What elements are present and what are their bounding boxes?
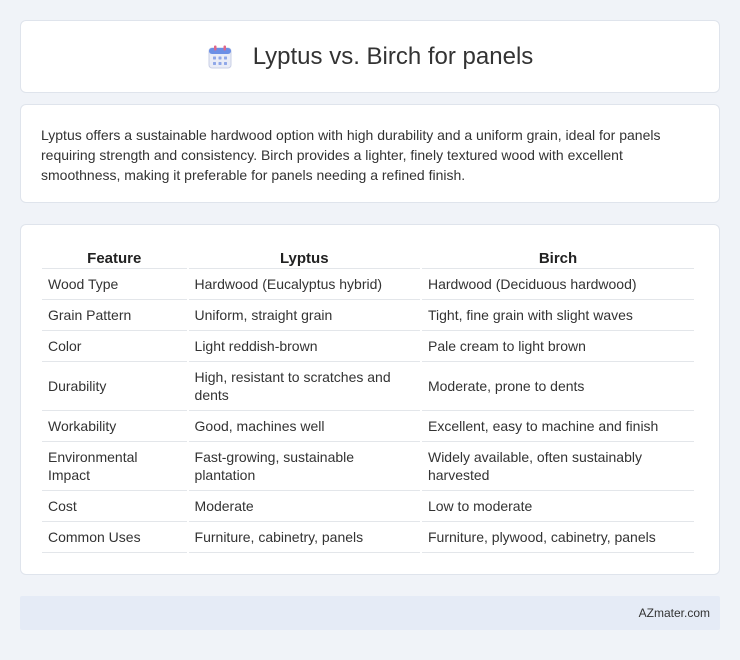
footer-site-name: AZmater.com (638, 606, 710, 620)
calendar-icon (207, 44, 233, 70)
row-birch: Widely available, often sustainably harvested (422, 442, 694, 491)
row-birch: Furniture, plywood, cabinetry, panels (422, 522, 694, 553)
table-row (42, 300, 694, 331)
row-lyptus: Hardwood (Eucalyptus hybrid) (189, 269, 420, 300)
row-lyptus: Good, machines well (189, 411, 420, 442)
table-row (42, 331, 694, 362)
row-lyptus: Light reddish-brown (189, 331, 420, 362)
row-feature: Environmental Impact (42, 442, 187, 491)
table-header-row (42, 245, 694, 269)
table-row (42, 411, 694, 442)
row-birch: Excellent, easy to machine and finish (422, 411, 694, 442)
row-birch: Hardwood (Deciduous hardwood) (422, 269, 694, 300)
summary-text: Lyptus offers a sustainable hardwood option with high durability and a uniform grain, ideal for panels requiring strength and consistency. Birch provides a lighter, finely textured wood with excellent smoothness, making it preferable for panels needing a refined finish. (41, 127, 661, 183)
row-feature: Color (42, 331, 187, 362)
row-birch: Pale cream to light brown (422, 331, 694, 362)
header-lyptus: Lyptus (189, 245, 420, 269)
row-lyptus: Fast-growing, sustainable plantation (189, 442, 420, 491)
row-feature: Wood Type (42, 269, 187, 300)
header-birch: Birch (422, 245, 694, 269)
row-feature: Common Uses (42, 522, 187, 553)
table-row (42, 522, 694, 553)
title-wrap (207, 43, 534, 71)
row-lyptus: High, resistant to scratches and dents (189, 362, 420, 411)
table-row (42, 269, 694, 300)
row-birch: Tight, fine grain with slight waves (422, 300, 694, 331)
comparison-table-card (20, 224, 720, 575)
table-row (42, 362, 694, 411)
footer (20, 596, 720, 630)
title-card (20, 20, 720, 93)
comparison-table (40, 245, 696, 553)
row-birch: Low to moderate (422, 491, 694, 522)
row-feature: Cost (42, 491, 187, 522)
table-row (42, 442, 694, 491)
row-lyptus: Furniture, cabinetry, panels (189, 522, 420, 553)
row-feature: Workability (42, 411, 187, 442)
row-feature: Grain Pattern (42, 300, 187, 331)
row-lyptus: Uniform, straight grain (189, 300, 420, 331)
page-title: Lyptus vs. Birch for panels (252, 42, 534, 70)
row-feature: Durability (42, 362, 187, 411)
row-birch: Moderate, prone to dents (422, 362, 694, 411)
summary-card (20, 104, 720, 203)
table-row (42, 491, 694, 522)
row-lyptus: Moderate (189, 491, 420, 522)
header-feature: Feature (42, 245, 187, 269)
